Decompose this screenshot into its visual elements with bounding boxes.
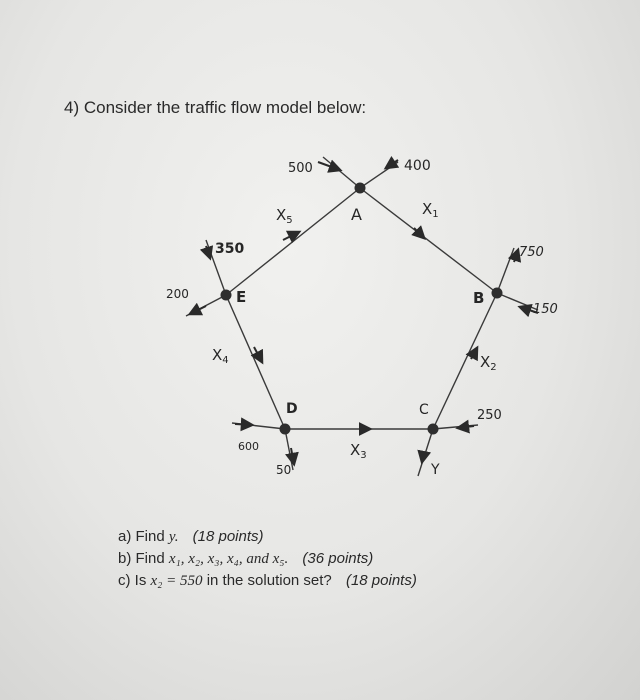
flow-label-400: 400: [404, 158, 431, 174]
flow-label-200: 200: [166, 287, 189, 301]
road-a-right: [360, 162, 398, 188]
part-a: a) Find y. (18 points): [118, 528, 264, 545]
edge-e-a: [226, 188, 360, 295]
question-number: 4): [64, 98, 80, 117]
node-a-label: A: [351, 205, 362, 224]
flow-label-500: 500: [288, 161, 313, 176]
road-a-left: [323, 157, 360, 188]
flow-label-y: Y: [431, 462, 440, 478]
part-c: c) Is x₂ = 550 in the solution set? (18 points): [118, 572, 417, 589]
question-parts: [118, 526, 417, 592]
node-c-label: C: [419, 402, 429, 418]
road-b-right: [497, 293, 538, 310]
var-label-x5: $X_5$: [276, 206, 293, 226]
edge-e-d: [226, 295, 285, 429]
part-b: b) Find x₁, x₂, x₃, x₄, and x₅. (36 points): [118, 550, 374, 567]
node-b-dot: [492, 288, 503, 299]
node-d-dot: [280, 424, 291, 435]
flow-label-250: 250: [477, 408, 502, 423]
node-b-label: B: [473, 289, 485, 307]
arrow-y: [422, 452, 424, 462]
var-label-x3: $X_3$: [350, 441, 367, 461]
arrow-x2: [471, 348, 477, 359]
arrow-600: [235, 424, 252, 425]
node-c-dot: [428, 424, 439, 435]
road-b-up: [497, 248, 514, 293]
node-a-dot: [355, 183, 366, 194]
arrow-200: [190, 306, 206, 314]
node-e-label: E: [236, 288, 247, 306]
flow-label-750: 750: [519, 245, 544, 260]
flow-label-600: 600: [238, 440, 259, 453]
arrow-500: [318, 162, 340, 170]
node-e-dot: [221, 290, 232, 301]
flow-label-150: 150: [533, 302, 558, 317]
node-d-label: D: [286, 401, 298, 417]
flow-label-50: 50: [276, 463, 292, 477]
arrow-750: [514, 250, 518, 262]
var-label-x1: $X_1$: [422, 200, 439, 220]
arrow-x1: [414, 228, 424, 238]
var-label-x2: $X_2$: [480, 353, 497, 373]
flow-label-350: 350: [215, 241, 245, 257]
var-label-x4: $X_4$: [212, 346, 229, 366]
question-text: Consider the traffic flow model below:: [83, 98, 367, 117]
